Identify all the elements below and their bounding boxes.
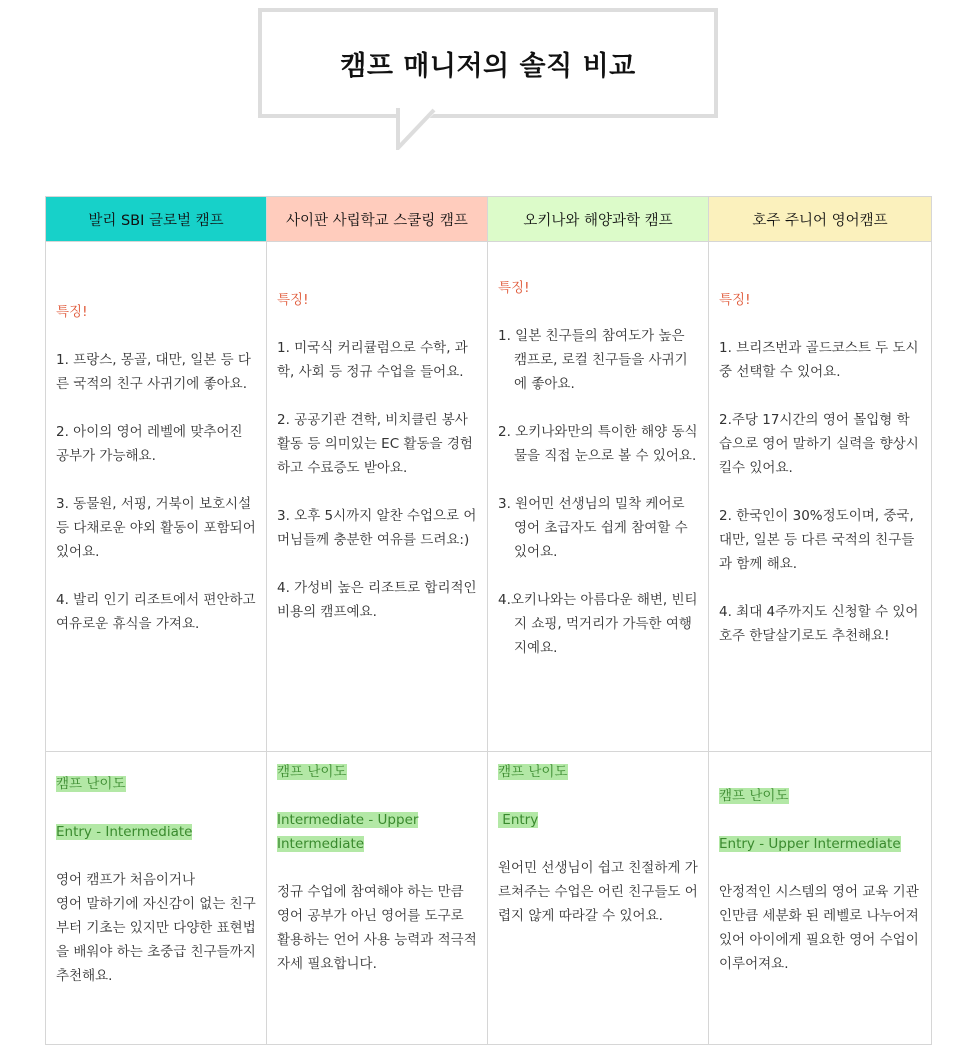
difficulty-cell-okinawa (488, 752, 709, 1045)
feature-item: 2. 아이의 영어 레벨에 맞추어진 공부가 가능해요. (56, 424, 243, 464)
features-heading: 특징! (277, 292, 309, 308)
difficulty-description: 정규 수업에 참여해야 하는 만큼 영어 공부가 아닌 영어를 도구로 활용하는 언어 사용 능력과 적극적 자세 필요합니다. (277, 884, 477, 972)
difficulty-cell-australia (709, 752, 932, 1045)
header-saipan: 사이판 사립학교 스쿨링 캠프 (267, 197, 488, 242)
feature-item: 1. 프랑스, 몽골, 대만, 일본 등 다른 국적의 친구 사귀기에 좋아요. (56, 352, 251, 392)
features-heading: 특징! (719, 292, 751, 308)
page-title: 캠프 매니저의 솔직 비교 (340, 50, 636, 82)
feature-item: 1. 브리즈번과 골드코스트 두 도시 중 선택할 수 있어요. (719, 340, 919, 380)
difficulty-cell-saipan (267, 752, 488, 1045)
header-okinawa: 오키나와 해양과학 캠프 (488, 197, 709, 242)
features-heading: 특징! (56, 304, 88, 320)
features-list (498, 324, 698, 660)
feature-item: 4. 발리 인기 리조트에서 편안하고 여유로운 휴식을 가져요. (56, 592, 256, 632)
features-cell-okinawa (488, 242, 709, 752)
header-bali: 발리 SBI 글로벌 캠프 (46, 197, 267, 242)
difficulty-level: Intermediate - Upper Intermediate (277, 812, 419, 852)
features-cell-australia (709, 242, 932, 752)
header-australia: 호주 주니어 영어캠프 (709, 197, 932, 242)
difficulty-label: 캠프 난이도 (277, 764, 347, 780)
difficulty-level: Entry (498, 812, 539, 828)
feature-item: 1. 미국식 커리큘럼으로 수학, 과학, 사회 등 정규 수업을 들어요. (277, 340, 468, 380)
difficulty-label: 캠프 난이도 (719, 788, 789, 804)
features-heading: 특징! (498, 280, 530, 296)
speech-bubble-tail (396, 108, 442, 150)
difficulty-level: Entry - Intermediate (56, 824, 193, 840)
feature-item: 2. 공공기관 견학, 비치클린 봉사활동 등 의미있는 EC 활동을 경험하고 수료증도 받아요. (277, 412, 473, 476)
difficulty-description: 안정적인 시스템의 영어 교육 기관인만큼 세분화 된 레벨로 나누어져 있어 아이에게 필요한 영어 수업이 이루어져요. (719, 884, 919, 972)
difficulty-level: Entry - Upper Intermediate (719, 836, 901, 852)
feature-item: 2. 오키나와만의 특이한 해양 동식물을 직접 눈으로 볼 수 있어요. (498, 424, 698, 464)
feature-item: 4.오키나와는 아름다운 해변, 빈티지 쇼핑, 먹거리가 가득한 여행지예요. (498, 592, 698, 656)
features-cell-bali (46, 242, 267, 752)
feature-item: 3. 원어민 선생님의 밀착 케어로 영어 초급자도 쉽게 참여할 수 있어요. (498, 496, 688, 560)
feature-item: 4. 가성비 높은 리조트로 합리적인 비용의 캠프예요. (277, 580, 477, 620)
features-list (719, 336, 921, 648)
feature-item: 1. 일본 친구들의 참여도가 높은 캠프로, 로컬 친구들을 사귀기에 좋아요. (498, 328, 688, 392)
features-cell-saipan (267, 242, 488, 752)
title-bubble (258, 8, 718, 118)
features-row (46, 242, 932, 752)
difficulty-description: 원어민 선생님이 쉽고 친절하게 가르쳐주는 수업은 어린 친구들도 어렵지 않게 따라갈 수 있어요. (498, 860, 698, 924)
feature-item: 3. 오후 5시까지 알찬 수업으로 어머님들께 충분한 여유를 드려요:) (277, 508, 477, 548)
features-list (56, 348, 256, 636)
features-list (277, 336, 477, 624)
feature-item: 4. 최대 4주까지도 신청할 수 있어 호주 한달살기로도 추천해요! (719, 604, 919, 644)
difficulty-cell-bali (46, 752, 267, 1045)
feature-item: 2. 한국인이 30%정도이며, 중국, 대만, 일본 등 다른 국적의 친구들과 함께 해요. (719, 508, 915, 572)
feature-item: 2.주당 17시간의 영어 몰입형 학습으로 영어 말하기 실력을 향상시킬수 있어요. (719, 412, 919, 476)
difficulty-row (46, 752, 932, 1045)
difficulty-description: 영어 캠프가 처음이거나 영어 말하기에 자신감이 없는 친구부터 기초는 있지만 다양한 표현법을 배워야 하는 초중급 친구들까지 추천해요. (56, 872, 256, 984)
difficulty-label: 캠프 난이도 (56, 776, 126, 792)
header-row (46, 197, 932, 242)
camp-comparison-table (45, 196, 932, 1045)
feature-item: 3. 동물원, 서핑, 거북이 보호시설 등 다채로운 야외 활동이 포함되어 있어요. (56, 496, 256, 560)
difficulty-label: 캠프 난이도 (498, 764, 568, 780)
